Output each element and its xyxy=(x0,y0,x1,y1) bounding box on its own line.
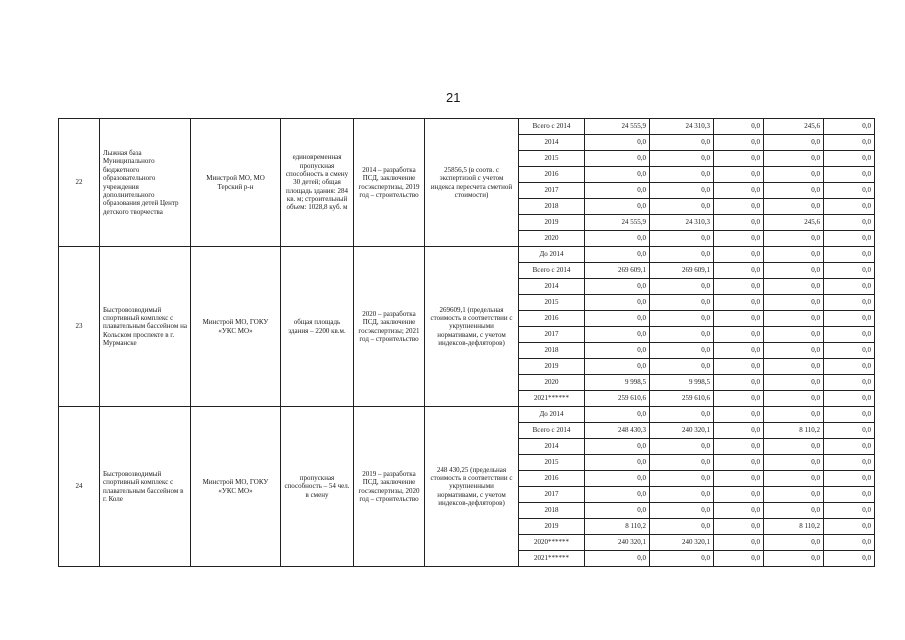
value-cell: 0,0 xyxy=(714,471,764,487)
value-cell: 0,0 xyxy=(714,375,764,391)
period-cell: 2021****** xyxy=(519,391,585,407)
object-number: 24 xyxy=(59,407,100,567)
value-cell: 0,0 xyxy=(585,551,650,567)
object-capacity: пропускная способность – 54 чел. в смену xyxy=(281,407,354,567)
period-cell: 2017 xyxy=(519,487,585,503)
value-cell: 0,0 xyxy=(714,263,764,279)
value-cell: 0,0 xyxy=(650,247,714,263)
value-cell: 0,0 xyxy=(650,279,714,295)
value-cell: 0,0 xyxy=(824,439,875,455)
value-cell: 0,0 xyxy=(650,295,714,311)
value-cell: 0,0 xyxy=(650,407,714,423)
value-cell: 0,0 xyxy=(824,391,875,407)
value-cell: 24 310,3 xyxy=(650,119,714,135)
period-cell: 2019 xyxy=(519,359,585,375)
value-cell: 0,0 xyxy=(764,183,824,199)
value-cell: 24 555,9 xyxy=(585,215,650,231)
value-cell: 0,0 xyxy=(714,151,764,167)
period-cell: Всего с 2014 xyxy=(519,119,585,135)
value-cell: 0,0 xyxy=(764,407,824,423)
value-cell: 0,0 xyxy=(650,231,714,247)
object-name: Лыжная база Муниципального бюджетного образовательного учреждения дополнительного образования детей Центр детского творчества xyxy=(100,119,191,247)
object-cost: 248 430,25 (предельная стоимость в соответствии с укрупненными нормативами, с учетом индексов-дефляторов) xyxy=(425,407,519,567)
value-cell: 0,0 xyxy=(764,167,824,183)
value-cell: 0,0 xyxy=(824,135,875,151)
value-cell: 0,0 xyxy=(824,263,875,279)
value-cell: 259 610,6 xyxy=(585,391,650,407)
object-customer: Минстрой МО, ГОКУ «УКС МО» xyxy=(191,407,281,567)
value-cell: 0,0 xyxy=(764,311,824,327)
table-row xyxy=(59,247,875,263)
value-cell: 0,0 xyxy=(714,119,764,135)
value-cell: 8 110,2 xyxy=(585,519,650,535)
value-cell: 0,0 xyxy=(764,151,824,167)
value-cell: 8 110,2 xyxy=(764,423,824,439)
value-cell: 24 310,3 xyxy=(650,215,714,231)
period-cell: 2015 xyxy=(519,295,585,311)
period-cell: 2020 xyxy=(519,375,585,391)
value-cell: 0,0 xyxy=(650,311,714,327)
value-cell: 0,0 xyxy=(714,279,764,295)
value-cell: 0,0 xyxy=(585,311,650,327)
value-cell: 0,0 xyxy=(714,407,764,423)
value-cell: 9 998,5 xyxy=(585,375,650,391)
value-cell: 0,0 xyxy=(824,279,875,295)
object-number: 23 xyxy=(59,247,100,407)
period-cell: 2021****** xyxy=(519,551,585,567)
value-cell: 0,0 xyxy=(585,199,650,215)
value-cell: 0,0 xyxy=(714,167,764,183)
value-cell: 0,0 xyxy=(650,439,714,455)
value-cell: 0,0 xyxy=(714,327,764,343)
period-cell: 2016 xyxy=(519,311,585,327)
period-cell: 2018 xyxy=(519,343,585,359)
page-number: 21 xyxy=(446,90,461,105)
period-cell: 2014 xyxy=(519,279,585,295)
value-cell: 0,0 xyxy=(714,183,764,199)
value-cell: 0,0 xyxy=(764,247,824,263)
value-cell: 0,0 xyxy=(824,167,875,183)
object-timeline: 2019 – разработка ПСД, заключение госэкспертизы, 2020 год – строительство xyxy=(354,407,425,567)
value-cell: 0,0 xyxy=(650,183,714,199)
value-cell: 0,0 xyxy=(714,295,764,311)
value-cell: 0,0 xyxy=(714,551,764,567)
value-cell: 0,0 xyxy=(714,215,764,231)
value-cell: 0,0 xyxy=(585,343,650,359)
value-cell: 0,0 xyxy=(650,551,714,567)
object-customer: Минстрой МО, ГОКУ «УКС МО» xyxy=(191,247,281,407)
object-name: Быстровозводимый спортивный комплекс с плавательным бассейном в г. Коле xyxy=(100,407,191,567)
value-cell: 0,0 xyxy=(824,503,875,519)
value-cell: 0,0 xyxy=(585,151,650,167)
value-cell: 0,0 xyxy=(824,199,875,215)
value-cell: 0,0 xyxy=(764,535,824,551)
value-cell: 259 610,6 xyxy=(650,391,714,407)
value-cell: 0,0 xyxy=(824,215,875,231)
value-cell: 0,0 xyxy=(714,455,764,471)
period-cell: 2016 xyxy=(519,471,585,487)
value-cell: 0,0 xyxy=(714,135,764,151)
table-row xyxy=(59,119,875,135)
value-cell: 0,0 xyxy=(824,375,875,391)
value-cell: 240 320,1 xyxy=(585,535,650,551)
object-capacity: общая площадь здания – 2200 кв.м. xyxy=(281,247,354,407)
object-capacity: единовременная пропускная способность в смену 30 детей; общая площадь здания: 284 кв. м; строительный объем: 1028,8 куб. м xyxy=(281,119,354,247)
value-cell: 8 110,2 xyxy=(764,519,824,535)
value-cell: 240 320,1 xyxy=(650,535,714,551)
value-cell: 0,0 xyxy=(764,503,824,519)
value-cell: 0,0 xyxy=(585,295,650,311)
period-cell: 2014 xyxy=(519,439,585,455)
period-cell: До 2014 xyxy=(519,407,585,423)
value-cell: 0,0 xyxy=(824,343,875,359)
value-cell: 0,0 xyxy=(585,247,650,263)
value-cell: 0,0 xyxy=(650,199,714,215)
investment-table xyxy=(58,118,875,567)
value-cell: 0,0 xyxy=(824,535,875,551)
value-cell: 0,0 xyxy=(764,551,824,567)
value-cell: 0,0 xyxy=(585,327,650,343)
period-cell: 2015 xyxy=(519,455,585,471)
value-cell: 0,0 xyxy=(585,407,650,423)
value-cell: 0,0 xyxy=(585,487,650,503)
value-cell: 0,0 xyxy=(824,455,875,471)
value-cell: 0,0 xyxy=(714,519,764,535)
value-cell: 0,0 xyxy=(585,183,650,199)
period-cell: 2019 xyxy=(519,215,585,231)
period-cell: 2019 xyxy=(519,519,585,535)
period-cell: 2017 xyxy=(519,183,585,199)
value-cell: 0,0 xyxy=(824,471,875,487)
value-cell: 0,0 xyxy=(585,359,650,375)
period-cell: 2014 xyxy=(519,135,585,151)
value-cell: 0,0 xyxy=(764,279,824,295)
value-cell: 0,0 xyxy=(714,247,764,263)
value-cell: 0,0 xyxy=(764,455,824,471)
value-cell: 0,0 xyxy=(824,487,875,503)
value-cell: 0,0 xyxy=(824,327,875,343)
value-cell: 0,0 xyxy=(764,391,824,407)
value-cell: 0,0 xyxy=(714,391,764,407)
value-cell: 0,0 xyxy=(764,439,824,455)
value-cell: 0,0 xyxy=(650,151,714,167)
value-cell: 0,0 xyxy=(714,487,764,503)
period-cell: 2018 xyxy=(519,503,585,519)
value-cell: 24 555,9 xyxy=(585,119,650,135)
value-cell: 0,0 xyxy=(650,343,714,359)
value-cell: 0,0 xyxy=(714,535,764,551)
value-cell: 0,0 xyxy=(650,487,714,503)
value-cell: 9 998,5 xyxy=(650,375,714,391)
period-cell: 2016 xyxy=(519,167,585,183)
value-cell: 0,0 xyxy=(764,487,824,503)
value-cell: 0,0 xyxy=(650,327,714,343)
period-cell: Всего с 2014 xyxy=(519,423,585,439)
object-timeline: 2020 – разработка ПСД, заключение госэкспертизы; 2021 год – строительство xyxy=(354,247,425,407)
value-cell: 0,0 xyxy=(650,519,714,535)
value-cell: 240 320,1 xyxy=(650,423,714,439)
value-cell: 269 609,1 xyxy=(585,263,650,279)
value-cell: 0,0 xyxy=(764,231,824,247)
value-cell: 0,0 xyxy=(764,327,824,343)
value-cell: 269 609,1 xyxy=(650,263,714,279)
value-cell: 0,0 xyxy=(714,311,764,327)
object-name: Быстровозводимый спортивный комплекс с плавательным бассейном на Кольском проспекте в г. Мурманске xyxy=(100,247,191,407)
value-cell: 0,0 xyxy=(650,503,714,519)
value-cell: 0,0 xyxy=(824,359,875,375)
value-cell: 0,0 xyxy=(585,279,650,295)
period-cell: До 2014 xyxy=(519,247,585,263)
value-cell: 0,0 xyxy=(585,455,650,471)
value-cell: 0,0 xyxy=(650,455,714,471)
value-cell: 0,0 xyxy=(764,295,824,311)
value-cell: 0,0 xyxy=(714,439,764,455)
object-customer: Минстрой МО, МО Терский р-н xyxy=(191,119,281,247)
value-cell: 0,0 xyxy=(585,471,650,487)
value-cell: 0,0 xyxy=(824,407,875,423)
value-cell: 0,0 xyxy=(824,119,875,135)
value-cell: 0,0 xyxy=(585,503,650,519)
object-cost: 25856,5 (в соотв. с экспертизой с учетом индекса пересчета сметной стоимости) xyxy=(425,119,519,247)
value-cell: 0,0 xyxy=(650,135,714,151)
value-cell: 0,0 xyxy=(714,503,764,519)
value-cell: 248 430,3 xyxy=(585,423,650,439)
value-cell: 0,0 xyxy=(650,167,714,183)
value-cell: 0,0 xyxy=(764,359,824,375)
period-cell: 2020 xyxy=(519,231,585,247)
value-cell: 0,0 xyxy=(764,471,824,487)
value-cell: 0,0 xyxy=(824,183,875,199)
value-cell: 0,0 xyxy=(764,199,824,215)
object-timeline: 2014 – разработка ПСД, заключение госэкспертизы, 2019 год – строительство xyxy=(354,119,425,247)
object-number: 22 xyxy=(59,119,100,247)
value-cell: 0,0 xyxy=(764,375,824,391)
object-cost: 269609,1 (предельная стоимость в соответствии с укрупненными нормативами, с учетом индексов-дефляторов) xyxy=(425,247,519,407)
value-cell: 0,0 xyxy=(714,231,764,247)
value-cell: 0,0 xyxy=(585,439,650,455)
value-cell: 0,0 xyxy=(764,263,824,279)
value-cell: 0,0 xyxy=(824,231,875,247)
period-cell: 2018 xyxy=(519,199,585,215)
value-cell: 0,0 xyxy=(824,423,875,439)
value-cell: 0,0 xyxy=(585,231,650,247)
value-cell: 0,0 xyxy=(585,167,650,183)
value-cell: 0,0 xyxy=(714,359,764,375)
value-cell: 0,0 xyxy=(764,343,824,359)
value-cell: 0,0 xyxy=(714,199,764,215)
value-cell: 0,0 xyxy=(764,135,824,151)
period-cell: 2015 xyxy=(519,151,585,167)
value-cell: 0,0 xyxy=(824,519,875,535)
value-cell: 0,0 xyxy=(824,151,875,167)
value-cell: 0,0 xyxy=(824,551,875,567)
period-cell: Всего с 2014 xyxy=(519,263,585,279)
value-cell: 0,0 xyxy=(714,423,764,439)
value-cell: 245,6 xyxy=(764,215,824,231)
value-cell: 0,0 xyxy=(824,247,875,263)
period-cell: 2020****** xyxy=(519,535,585,551)
value-cell: 245,6 xyxy=(764,119,824,135)
value-cell: 0,0 xyxy=(824,295,875,311)
table-row xyxy=(59,407,875,423)
value-cell: 0,0 xyxy=(824,311,875,327)
value-cell: 0,0 xyxy=(650,471,714,487)
value-cell: 0,0 xyxy=(585,135,650,151)
value-cell: 0,0 xyxy=(714,343,764,359)
value-cell: 0,0 xyxy=(650,359,714,375)
period-cell: 2017 xyxy=(519,327,585,343)
